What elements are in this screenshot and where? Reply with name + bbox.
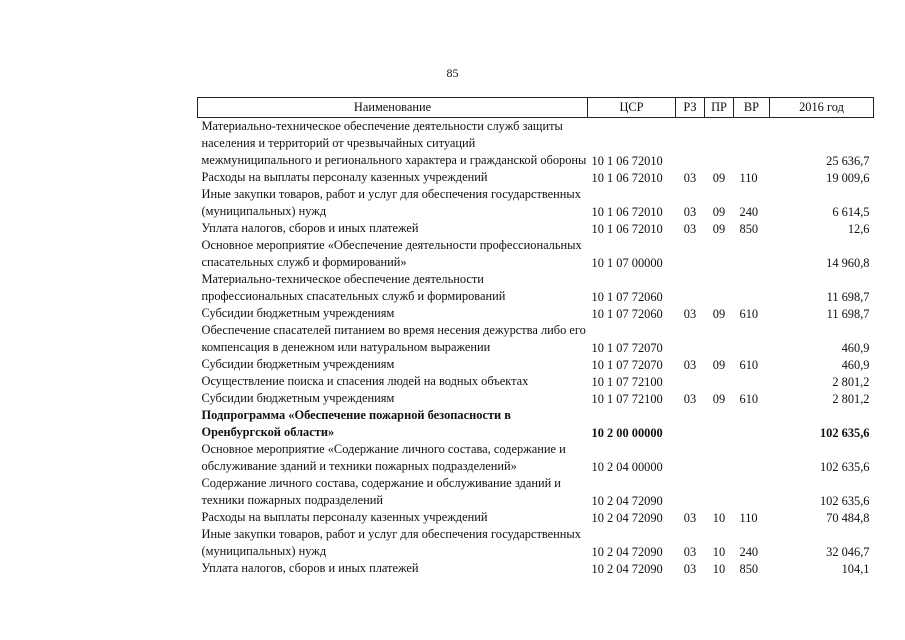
row-amount: 12,6: [847, 222, 870, 236]
row-pr: 10: [712, 562, 726, 576]
row-rz: [676, 237, 705, 271]
row-vr: [734, 271, 770, 305]
row-csr: 10 1 07 72060: [591, 307, 663, 321]
row-vr: [734, 118, 770, 170]
row-pr: 09: [712, 205, 726, 219]
row-vr: 610: [739, 307, 759, 321]
row-vr: 610: [739, 392, 759, 406]
table-row: [198, 271, 874, 305]
row-vr: [734, 407, 770, 441]
row-amount: 25 636,7: [826, 154, 870, 168]
row-vr: [734, 441, 770, 475]
row-rz: 03: [683, 562, 697, 576]
row-rz: 03: [683, 545, 697, 559]
row-amount: 11 698,7: [826, 307, 870, 321]
row-rz: 03: [683, 511, 697, 525]
table-row: [198, 237, 874, 271]
table-row: [198, 509, 874, 526]
row-csr: 10 1 07 72060: [591, 290, 663, 304]
table-header-row: [198, 98, 874, 118]
table-row: [198, 305, 874, 322]
row-rz: [676, 271, 705, 305]
row-name: Уплата налогов, сборов и иных платежей: [201, 221, 419, 235]
row-amount: 102 635,6: [819, 460, 870, 474]
row-csr: 10 1 07 00000: [591, 256, 663, 270]
row-vr: 110: [739, 511, 758, 525]
row-name: Обеспечение спасателей питанием во время несения дежурства либо его компенсация в денежном или натуральном выражении: [201, 323, 586, 354]
row-vr: 610: [739, 358, 759, 372]
row-rz: 03: [683, 358, 697, 372]
row-pr: [705, 373, 734, 390]
row-pr: 09: [712, 171, 726, 185]
row-vr: 110: [739, 171, 758, 185]
row-amount: 19 009,6: [826, 171, 870, 185]
row-rz: [676, 373, 705, 390]
table-row: [198, 407, 874, 441]
row-amount: 102 635,6: [819, 426, 870, 440]
row-rz: 03: [683, 222, 697, 236]
row-name: Субсидии бюджетным учреждениям: [201, 391, 395, 405]
table-body: [198, 118, 874, 578]
row-name: Расходы на выплаты персоналу казенных учреждений: [201, 170, 488, 184]
row-rz: [676, 322, 705, 356]
row-pr: 09: [712, 307, 726, 321]
row-pr: [705, 237, 734, 271]
row-amount: 70 484,8: [826, 511, 870, 525]
row-pr: 10: [712, 511, 726, 525]
row-pr: [705, 322, 734, 356]
row-csr: 10 1 07 72070: [591, 358, 663, 372]
table-row: [198, 356, 874, 373]
table-row: [198, 390, 874, 407]
row-name: Расходы на выплаты персоналу казенных учреждений: [201, 510, 488, 524]
row-amount: 14 960,8: [826, 256, 870, 270]
row-csr: 10 2 04 00000: [591, 460, 663, 474]
row-rz: 03: [683, 205, 697, 219]
row-amount: 32 046,7: [826, 545, 870, 559]
row-amount: 460,9: [841, 358, 870, 372]
row-csr: 10 2 04 72090: [591, 494, 663, 508]
row-csr: 10 2 04 72090: [591, 545, 663, 559]
table-row: [198, 475, 874, 509]
table-row: [198, 373, 874, 390]
row-csr: 10 1 07 72100: [591, 392, 663, 406]
row-amount: 104,1: [841, 562, 870, 576]
table-row: [198, 220, 874, 237]
row-rz: 03: [683, 307, 697, 321]
row-vr: 850: [739, 222, 759, 236]
header-pr: ПР: [705, 98, 734, 118]
row-csr: 10 1 06 72010: [591, 171, 663, 185]
row-vr: 850: [739, 562, 759, 576]
row-pr: [705, 475, 734, 509]
row-vr: [734, 322, 770, 356]
header-csr: ЦСР: [588, 98, 676, 118]
row-pr: 09: [712, 358, 726, 372]
row-name: Основное мероприятие «Обеспечение деятельности профессиональных спасательных служб и формирований»: [201, 238, 582, 269]
row-name: Субсидии бюджетным учреждениям: [201, 357, 395, 371]
row-csr: 10 2 00 00000: [591, 426, 663, 440]
row-rz: 03: [683, 171, 697, 185]
row-name: Материально-техническое обеспечение деятельности служб защиты населения и территорий от чрезвычайных ситуаций межмуниципального и регионального характера и гражданской обороны: [201, 119, 587, 167]
row-pr: 10: [712, 545, 726, 559]
row-csr: 10 1 06 72010: [591, 222, 663, 236]
row-csr: 10 2 04 72090: [591, 511, 663, 525]
header-year: 2016 год: [770, 98, 874, 118]
row-amount: 460,9: [841, 341, 870, 355]
row-pr: [705, 441, 734, 475]
row-name: Иные закупки товаров, работ и услуг для обеспечения государственных (муниципальных) нужд: [201, 527, 581, 558]
row-amount: 6 614,5: [832, 205, 870, 219]
row-vr: 240: [739, 545, 759, 559]
row-vr: [734, 373, 770, 390]
header-vr: ВР: [734, 98, 770, 118]
row-vr: [734, 237, 770, 271]
row-rz: [676, 118, 705, 170]
row-pr: [705, 118, 734, 170]
row-pr: [705, 407, 734, 441]
row-csr: 10 1 07 72100: [591, 375, 663, 389]
table-row: [198, 322, 874, 356]
row-name: Содержание личного состава, содержание и обслуживание зданий и техники пожарных подразделений: [201, 476, 561, 507]
row-pr: 09: [712, 222, 726, 236]
page-number: 85: [446, 66, 459, 80]
row-rz: [676, 441, 705, 475]
header-name: Наименование: [198, 98, 588, 118]
row-name: Уплата налогов, сборов и иных платежей: [201, 561, 419, 575]
table-row: [198, 560, 874, 577]
row-amount: 11 698,7: [826, 290, 870, 304]
row-name: Подпрограмма «Обеспечение пожарной безопасности в Оренбургской области»: [201, 408, 511, 439]
row-rz: [676, 407, 705, 441]
row-name: Субсидии бюджетным учреждениям: [201, 306, 395, 320]
row-csr: 10 1 07 72070: [591, 341, 663, 355]
row-amount: 2 801,2: [832, 375, 870, 389]
table-row: [198, 186, 874, 220]
row-amount: 2 801,2: [832, 392, 870, 406]
row-rz: 03: [683, 392, 697, 406]
row-amount: 102 635,6: [819, 494, 870, 508]
table-row: [198, 526, 874, 560]
table-row: [198, 169, 874, 186]
row-name: Основное мероприятие «Содержание личного состава, содержание и обслуживание зданий и техники пожарных подразделений»: [201, 442, 566, 473]
row-vr: 240: [739, 205, 759, 219]
header-rz: РЗ: [676, 98, 705, 118]
row-csr: 10 1 06 72010: [591, 154, 663, 168]
row-csr: 10 1 06 72010: [591, 205, 663, 219]
row-csr: 10 2 04 72090: [591, 562, 663, 576]
table-row: [198, 118, 874, 170]
row-pr: [705, 271, 734, 305]
row-pr: 09: [712, 392, 726, 406]
row-vr: [734, 475, 770, 509]
row-rz: [676, 475, 705, 509]
table-row: [198, 441, 874, 475]
budget-table: [197, 97, 874, 577]
row-name: Материально-техническое обеспечение деятельности профессиональных спасательных служб и формирований: [201, 272, 506, 303]
row-name: Иные закупки товаров, работ и услуг для обеспечения государственных (муниципальных) нужд: [201, 187, 581, 218]
row-name: Осуществление поиска и спасения людей на водных объектах: [201, 374, 529, 388]
